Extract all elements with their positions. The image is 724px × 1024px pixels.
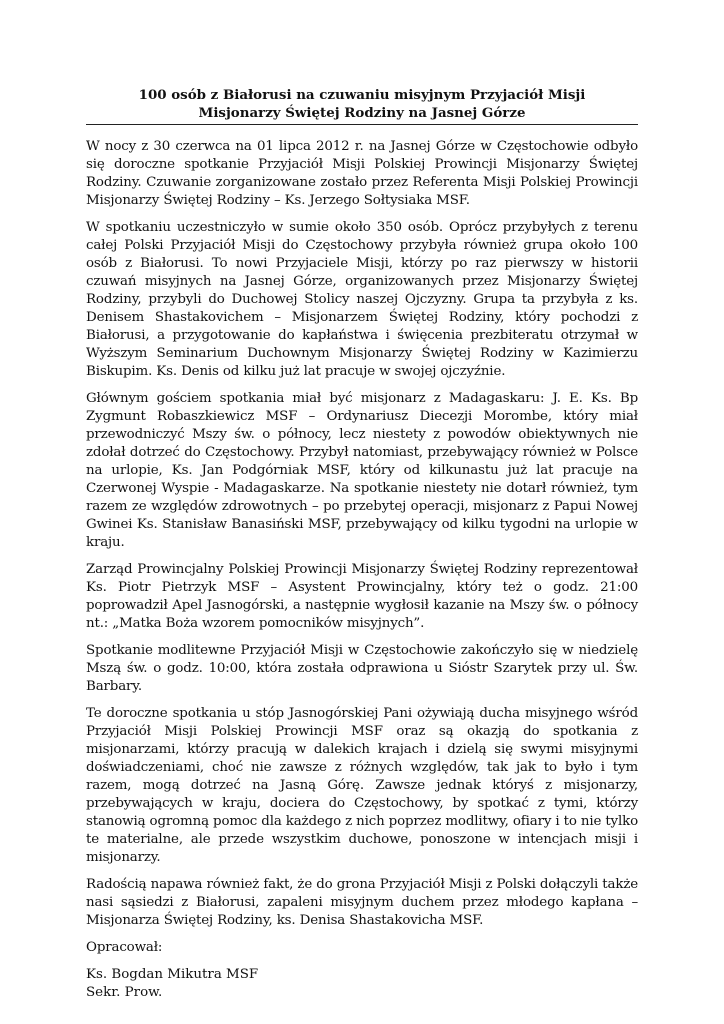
prepared-by-label: Opracował:	[86, 940, 163, 955]
paragraph-4: Zarząd Prowincjalny Polskiej Prowincji Misjonarzy Świętej Rodziny reprezentował Ks. Piotr Pietrzyk MSF – Asystent Prowincjalny, który też o godz. 21:00 poprowadził Apel Jasnogórski, a następnie wygłosił kazanie na Mszy św. o północy nt.: „Matka Boża wzorem pomocników misyjnych”.	[86, 562, 638, 631]
paragraph-7: Radością napawa również fakt, że do grona Przyjaciół Misji z Polski dołączyli także nasi sąsiedzi z Białorusi, zapaleni misyjnym duchem przez młodego kapłana – Misjonarza Świętej Rodziny, ks. Denisa Shastakovicha MSF.	[86, 877, 638, 928]
document-page	[86, 86, 638, 1002]
paragraph-5: Spotkanie modlitewne Przyjaciół Misji w Częstochowie zakończyło się w niedzielę Mszą św. o godz. 10:00, która została odprawiona u Sióstr Szarytek przy ul. Św. Barbary.	[86, 643, 638, 694]
paragraph-6: Te doroczne spotkania u stóp Jasnogórskiej Pani ożywiają ducha misyjnego wśród Przyjaciół Misji Polskiej Prowincji MSF oraz są okazją do spotkania z misjonarzami, którzy pracują w dalekich krajach i dzielą się swymi misyjnymi doświadczeniami, choć nie zawsze z różnych względów, tak jak to było i tym razem, mogą dotrzeć na Jasną Górę. Zawsze jednak któryś z misjonarzy, przebywających w kraju, dociera do Częstochowy, by spotkać z tymi, którzy stanowią ogromną pomoc dla każdego z nich poprzez modlitwy, ofiary i to nie tylko te materialne, ale przede wszystkim duchowe, ponoszone w intencjach misji i misjonarzy.	[86, 706, 638, 865]
document-title	[86, 86, 638, 125]
author-role: Sekr. Prow.	[86, 985, 163, 1000]
paragraph-2: W spotkaniu uczestniczyło w sumie około 350 osób. Oprócz przybyłych z terenu całej Polski Przyjaciół Misji do Częstochowy przybyła również grupa około 100 osób z Białorusi. To nowi Przyjaciele Misji, którzy po raz pierwszy w historii czuwań misyjnych na Jasnej Górze, organizowanych przez Misjonarzy Świętej Rodziny, przybyli do Duchowej Stolicy naszej Ojczyzny. Grupa ta przybyła z ks. Denisem Shastakovichem – Misjonarzem Świętej Rodziny, który pochodzi z Białorusi, a przygotowanie do kapłaństwa i święcenia prezbiteratu otrzymał w Wyższym Seminarium Duchownym Misjonarzy Świętej Rodziny w Kazimierzu Biskupim. Ks. Denis od kilku już lat pracuje w swojej ojczyźnie.	[86, 220, 638, 379]
title-line-1: 100 osób z Białorusi na czuwaniu misyjnym Przyjaciół Misji	[138, 87, 586, 103]
paragraph-1: W nocy z 30 czerwca na 01 lipca 2012 r. na Jasnej Górze w Częstochowie odbyło się doroczne spotkanie Przyjaciół Misji Polskiej Prowincji Misjonarzy Świętej Rodziny. Czuwanie zorganizowane zostało przez Referenta Misji Polskiej Prowincji Misjonarzy Świętej Rodziny – Ks. Jerzego Sołtysiaka MSF.	[86, 139, 638, 208]
paragraph-3: Głównym gościem spotkania miał być misjonarz z Madagaskaru: J. E. Ks. Bp Zygmunt Robaszkiewicz MSF – Ordynariusz Diecezji Morombe, który miał przewodniczyć Mszy św. o północy, lecz niestety z powodów obiektywnych nie zdołał dotrzeć do Częstochowy. Przybył natomiast, przebywający również w Polsce na urlopie, Ks. Jan Podgórniak MSF, który od kilkunastu już lat pracuje na Czerwonej Wyspie - Madagaskarze. Na spotkanie niestety nie dotarł również, tym razem ze względów zdrowotnych – po przebytej operacji, misjonarz z Papui Nowej Gwinei Ks. Stanisław Banasiński MSF, przebywający od kilku tygodni na urlopie w kraju.	[86, 391, 638, 550]
author-name: Ks. Bogdan Mikutra MSF	[86, 967, 259, 982]
title-line-2: Misjonarzy Świętej Rodziny na Jasnej Górze	[198, 105, 526, 121]
signature-block	[86, 966, 638, 1002]
